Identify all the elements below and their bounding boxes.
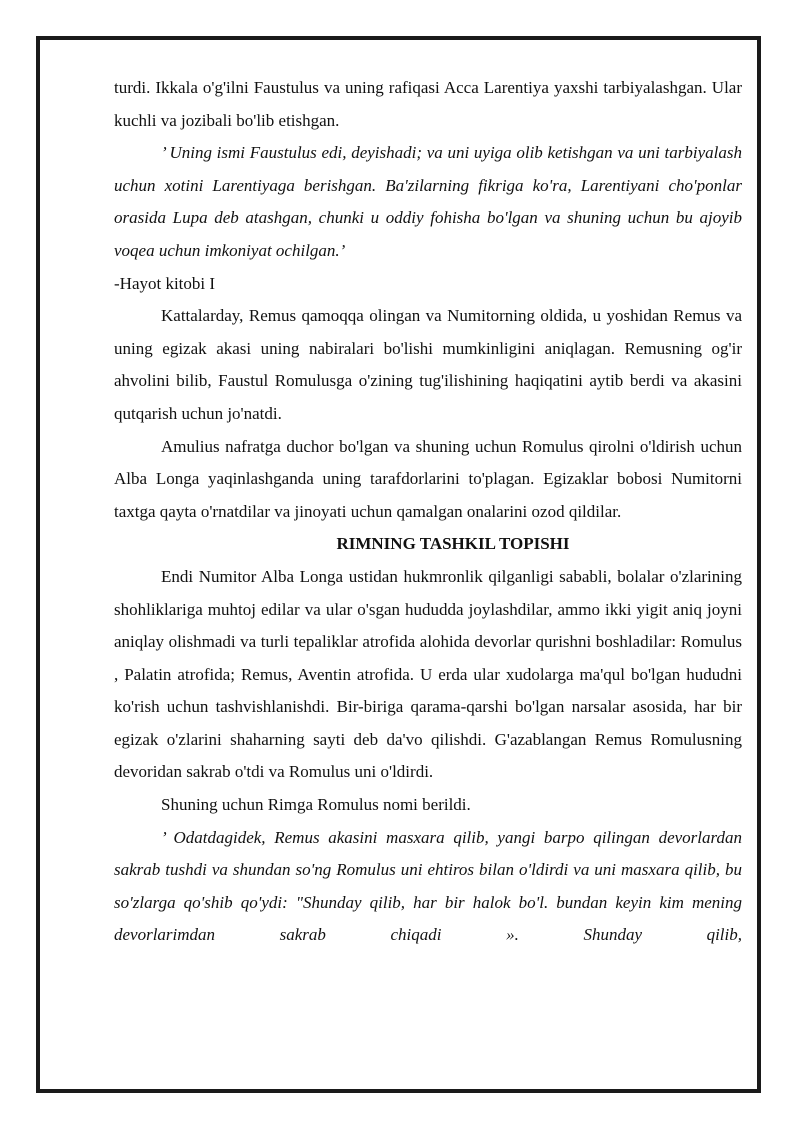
paragraph-rome-named: Shuning uchun Rimga Romulus nomi berildi. <box>161 795 471 815</box>
paragraph-continuation: turdi. Ikkala o'g'ilni Faustulus va uning rafiqasi Acca Larentiya yaxshi tarbiyalashgan. Ular kuchli va jozibali bo'lib etishgan. <box>114 78 742 130</box>
quote-source: -Hayot kitobi I <box>114 273 216 293</box>
quote-faustulus: ’ Uning ismi Faustulus edi, deyishadi; va uni uyiga olib ketishgan va uni tarbiyalash uchun xotini Larentiyaga berishgan. Ba'zilarning fikriga ko'ra, Larentiyani cho'ponlar orasida Lupa deb atashgan, chunki u oddiy fohisha bo'lgan va shuning uchun bu ajoyib voqea uchun imkoniyat ochilgan.’ <box>114 143 742 260</box>
section-heading: RIMNING TASHKIL TOPISHI <box>336 534 570 554</box>
quote-remus-mockery: ’ Odatdagidek, Remus akasini masxara qilib, yangi barpo qilingan devorlardan sakrab tushdi va shundan so'ng Romulus uni ehtiros bilan o'ldirdi va uni masxara qilib, bu so'zlarga qo'shib qo'ydi: "Shunday qilib, har bir halok bo'l. bundan keyin kim mening devorlarimdan sakrab chiqadi ». Shunday qilib, <box>114 827 742 945</box>
paragraph-founding: Endi Numitor Alba Longa ustidan hukmronlik qilganligi sababli, bolalar o'zlarining shohliklariga muhtoj edilar va ular o'sgan hududda joylashdilar, ammo ikki yigit aniq joyni aniqlay olishmadi va turli tepaliklar atrofida alohida devorlar qurishni boshladilar: Romulus , Palatin atrofida; Remus, Aventin atrofida. U erda ular xudolarga ma'qul bo'lgan hududni ko'rish uchun tashvishlanishdi. Bir-biriga qarama-qarshi bo'lgan narsalar asosida, har bir egizak o'zlarini shaharning sayti deb da'vo qilishdi. G'azablangan Remus Romulusning devoridan sakrab o'tdi va Romulus uni o'ldirdi. <box>114 566 742 782</box>
paragraph-remus-captured: Kattalarday, Remus qamoqqa olingan va Numitorning oldida, u yoshidan Remus va uning egizak akasi uning nabiralari bo'lishi mumkinligini aniqlagan. Remusning og'ir ahvolini bilib, Faustul Romulusga o'zining tug'ilishining haqiqatini aytib berdi va akasini qutqarish uchun jo'natdi. <box>114 306 742 423</box>
paragraph-amulius: Amulius nafratga duchor bo'lgan va shuning uchun Romulus qirolni o'ldirish uchun Alba Longa yaqinlashganda uning tarafdorlarini to'plagan. Egizaklar bobosi Numitorni taxtga qayta o'rnatdilar va jinoyati uchun qamalgan onalarini ozod qildilar. <box>114 436 742 521</box>
document-body <box>114 72 742 952</box>
